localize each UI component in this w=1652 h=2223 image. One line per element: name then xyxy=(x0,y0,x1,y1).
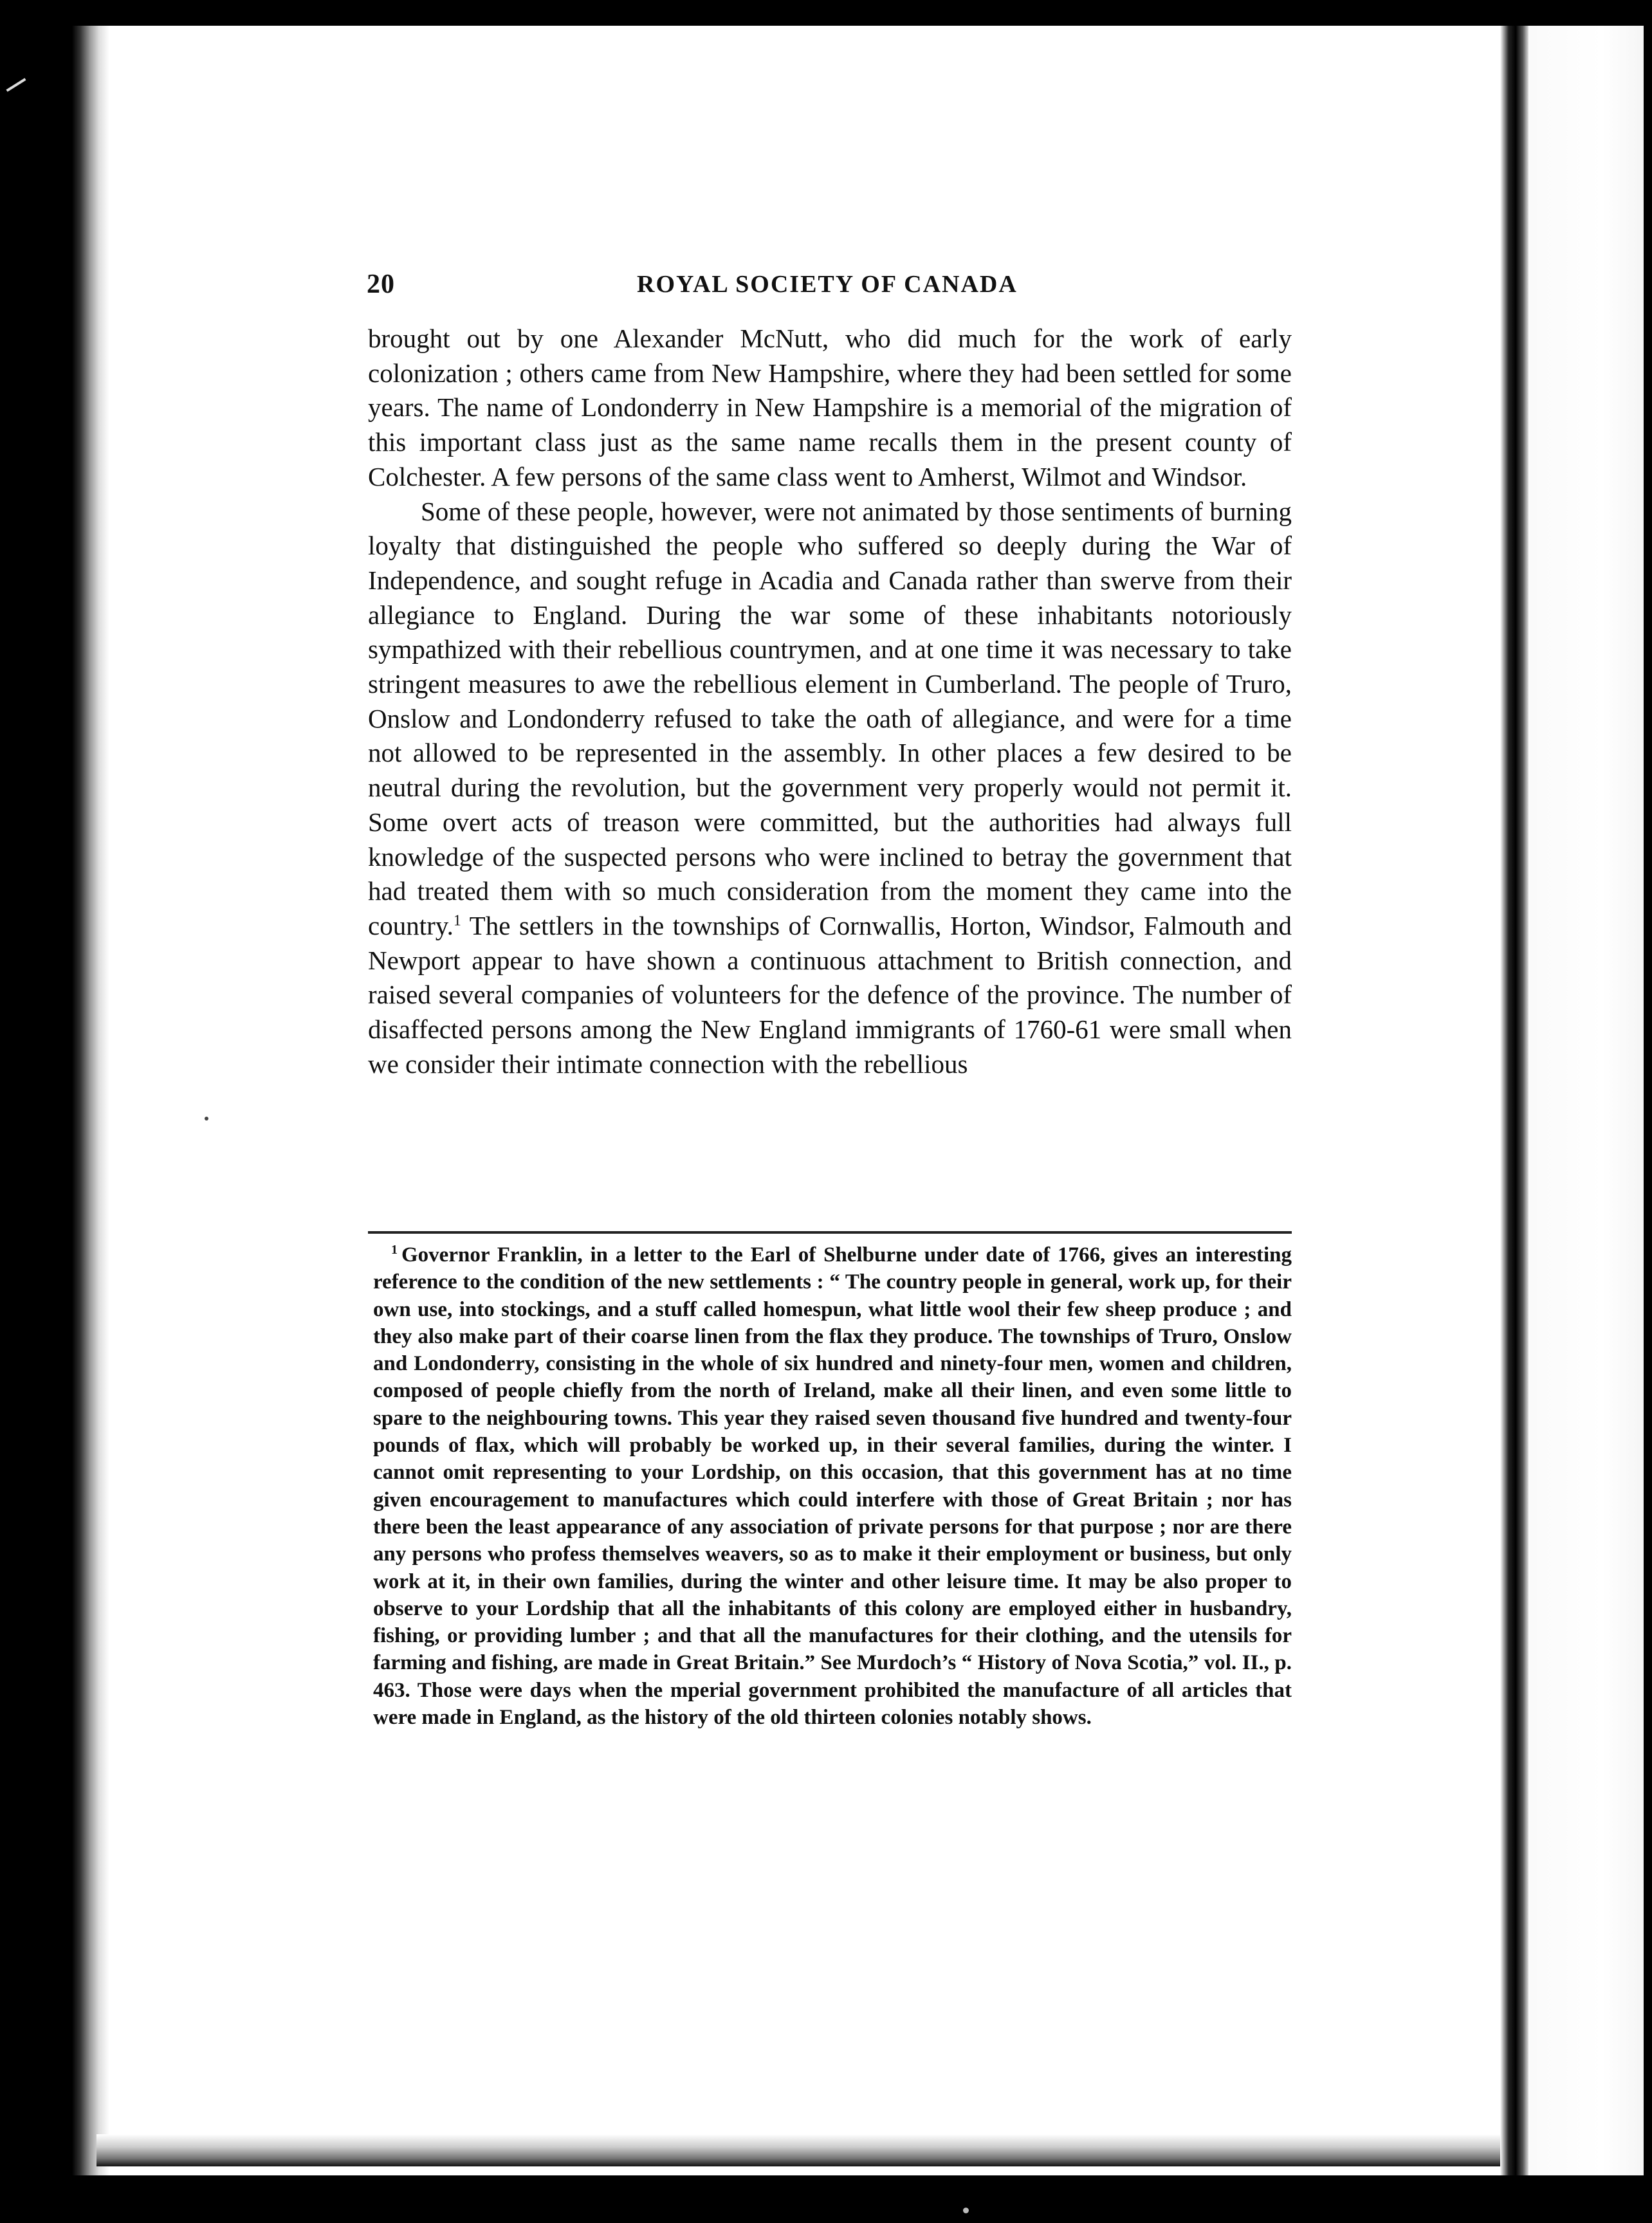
running-head xyxy=(367,269,1293,307)
paragraph-1: brought out by one Alexander McNutt, who did much for the work of early colonization ; others came from New Hampshire, where they had been settled for some years. The name of Londonderry in New Hampshire is a memorial of the migration of this important class just as the same name recalls them in the present county of Colchester. A few persons of the same class went to Amherst, Wilmot and Windsor. xyxy=(368,324,1292,491)
page-number: 20 xyxy=(367,270,395,299)
paragraph-2-text-b: The settlers in the townships of Cornwallis, Horton, Windsor, Falmouth and Newport appear to have shown a continuous attachment to British connection, and raised several companies of volunteers for the defence of the province. The number of disaffected persons among the New England immigrants of 1760-61 were small when we consider their intimate connection with the rebellious xyxy=(368,910,1292,1079)
paragraph-2 xyxy=(368,495,1292,1082)
footnote-marker: 1 xyxy=(391,1243,398,1257)
adjacent-page-edge xyxy=(1644,26,1652,2175)
body-text xyxy=(368,322,1292,1081)
page-edge-bottom xyxy=(96,2134,1518,2166)
scan-speck xyxy=(963,2208,969,2213)
binding-edge-left xyxy=(72,26,109,2175)
running-title: ROYAL SOCIETY OF CANADA xyxy=(637,271,1018,298)
adjacent-page xyxy=(1528,26,1652,2175)
page-gutter-right xyxy=(1500,26,1528,2175)
scan-artifact xyxy=(6,78,26,91)
footnote-text: Governor Franklin, in a letter to the Earl of Shelburne under date of 1766, gives an interesting reference to the condition of the new settlements : “ The country people in general, work up, for their own use, into stockings, and a stuff called homespun, what little wool their few sheep produce ; and they also make part of their coarse linen from the flax they produce. The townships of Truro, Onslow and Londonderry, consisting in the whole of six hundred and ninety-four men, women and children, composed of people chiefly from the north of Ireland, make all their linen, and even some little to spare to the neighbouring towns. This year they raised seven thousand five hundred and twenty-four pounds of flax, which will probably be worked up, in their several families, during the winter. I cannot omit representing to your Lordship, on this occasion, that this government has at no time given encouragement to manufactures which could interfere with those of Great Britain ; nor has there been the least appearance of any association of private persons for that purpose ; nor are there any persons who profess themselves weavers, so as to make it their employment or business, but only work at it, in their own families, during the winter and other leisure time. It may be also proper to observe to your Lordship that all the inhabitants of this colony are employed either in husbandry, fishing, or providing lumber ; and that all the manufactures for their clothing, and the utensils for farming and fishing, are made in Great Britain.” See Murdoch’s “ History of Nova Scotia,” vol. II., p. 463. Those were days when the mperial government prohibited the manufacture of all articles that were made in England, as the history of the old thirteen colonies notably shows. xyxy=(373,1243,1292,1730)
footnote-reference: 1 xyxy=(453,912,461,929)
footnote-rule xyxy=(368,1231,1292,1234)
paragraph-2-text-a: Some of these people, however, were not animated by those sentiments of burning loyalty that distinguished the people who suffered so deeply during the War of Independence, and sought refuge in Acadia and Canada rather than swerve from their allegiance to England. During the war some of these inhabitants notoriously sympathized with their rebellious countrymen, and at one time it was necessary to take stringent measures to awe the rebellious element in Cumberland. The people of Truro, Onslow and Londonderry refused to take the oath of allegiance, and were for a time not allowed to be represented in the assembly. In other places a few desired to be neutral during the revolution, but the government very properly would not permit it. Some overt acts of treason were committed, but the authorities had always full knowledge of the suspected persons who were inclined to betray the government that had treated them with so much consideration from the moment they came into the country. xyxy=(368,496,1292,940)
scan-speck xyxy=(205,1117,208,1121)
footnote xyxy=(373,1241,1292,1731)
